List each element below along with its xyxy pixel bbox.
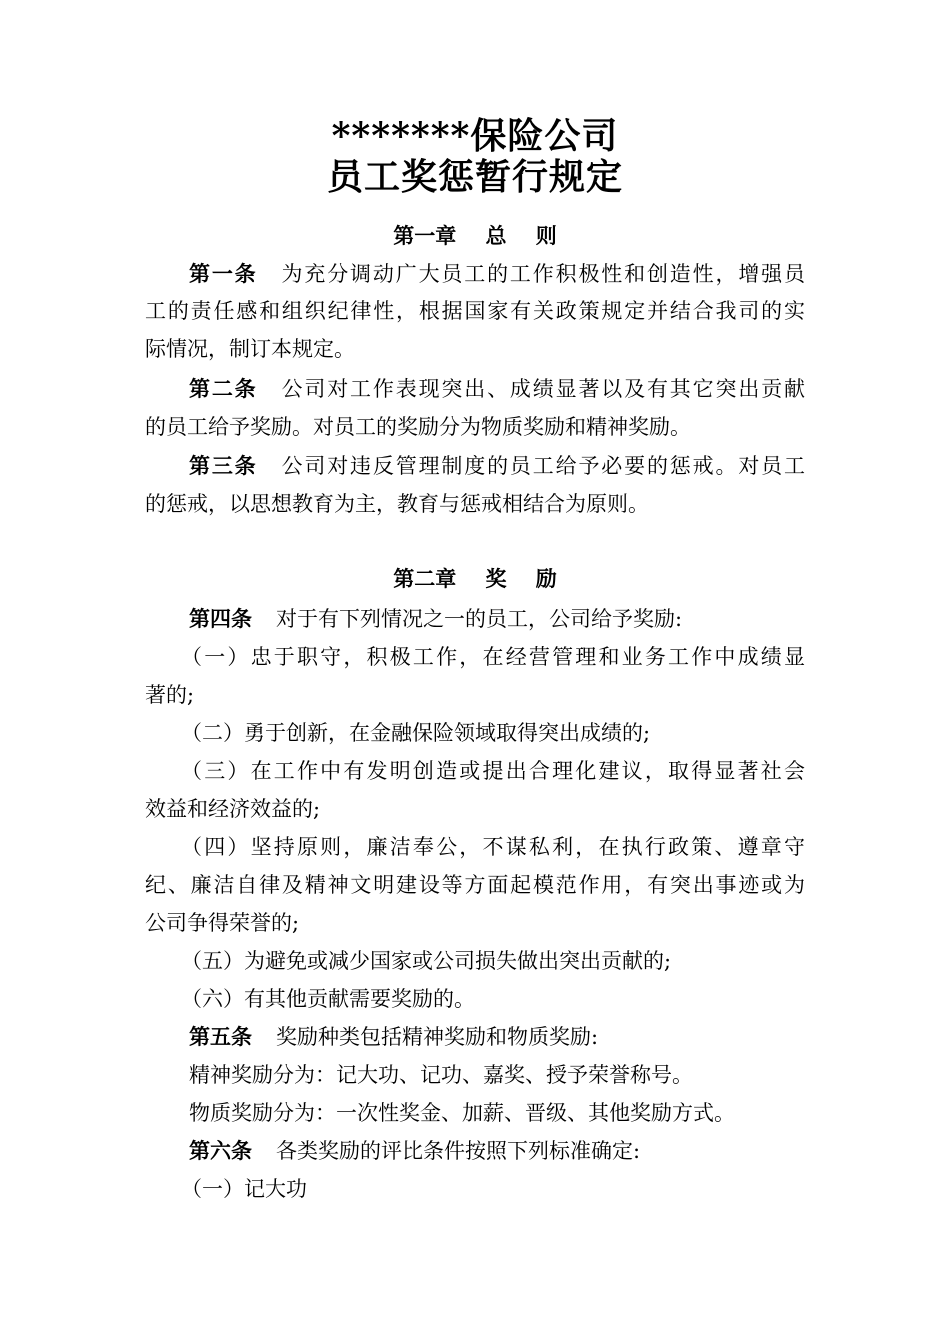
article-3-line-2: 的惩戒，以思想教育为主，教育与惩戒相结合为原则。 [145, 492, 649, 516]
article-4-item-5-line-1: （五）为避免或减少国家或公司损失做出突出贡献的; [181, 949, 672, 973]
article-4-item-3-line-2: 效益和经济效益的; [145, 797, 321, 821]
article-4-label: 第四条 [189, 606, 252, 631]
article-4-item-6-line-1: （六）有其他贡献需要奖励的。 [181, 987, 475, 1011]
article-1-line-3: 际情况，制订本规定。 [145, 337, 355, 361]
article-5-material-rewards: 物质奖励分为：一次性奖金、加薪、晋级、其他奖励方式。 [189, 1101, 735, 1125]
article-4-line-1: 第四条 对于有下列情况之一的员工，公司给予奖励: [189, 606, 683, 631]
document-title-company: *******保险公司 [331, 115, 619, 157]
article-3-label: 第三条 [189, 453, 258, 478]
article-4-item-4-line-1: （四）坚持原则，廉洁奉公，不谋私利，在执行政策、遵章守 [181, 835, 805, 859]
article-4-item-4-line-2: 纪、廉洁自律及精神文明建设等方面起模范作用，有突出事迹或为 [145, 873, 805, 897]
article-4-item-4-line-3: 公司争得荣誉的; [145, 911, 300, 935]
article-2-line-1: 第二条 公司对工作表现突出、成绩显著以及有其它突出贡献 [189, 376, 805, 401]
article-4-item-1-line-2: 著的; [145, 683, 195, 707]
article-4-item-1-line-1: （一）忠于职守，积极工作，在经营管理和业务工作中成绩显 [181, 645, 805, 669]
document-title-regulation: 员工奖惩暂行规定 [326, 156, 623, 198]
article-4-item-2-line-1: （二）勇于创新，在金融保险领域取得突出成绩的; [181, 721, 651, 745]
article-5-label: 第五条 [189, 1024, 252, 1049]
chapter-1-heading: 第一章 总 则 [393, 223, 557, 248]
article-6-line-1: 第六条 各类奖励的评比条件按照下列标准确定: [189, 1138, 641, 1163]
chapter-2-heading: 第二章 奖 励 [393, 566, 557, 591]
article-6-label: 第六条 [189, 1138, 252, 1163]
article-5-spiritual-rewards: 精神奖励分为：记大功、记功、嘉奖、授予荣誉称号。 [189, 1063, 693, 1087]
article-1-line-1: 第一条 为充分调动广大员工的工作积极性和创造性，增强员 [189, 261, 805, 286]
article-1-label: 第一条 [189, 261, 258, 286]
article-3-line-1: 第三条 公司对违反管理制度的员工给予必要的惩戒。对员工 [189, 453, 805, 478]
article-2-label: 第二条 [189, 376, 258, 401]
article-4-item-3-line-1: （三）在工作中有发明创造或提出合理化建议，取得显著社会 [181, 759, 805, 783]
article-1-line-2: 工的责任感和组织纪律性，根据国家有关政策规定并结合我司的实 [145, 299, 805, 323]
article-5-line-1: 第五条 奖励种类包括精神奖励和物质奖励: [189, 1024, 599, 1049]
article-2-line-2: 的员工给予奖励。对员工的奖励分为物质奖励和精神奖励。 [145, 415, 691, 439]
article-6-item-1-line-1: （一）记大功 [181, 1177, 307, 1201]
